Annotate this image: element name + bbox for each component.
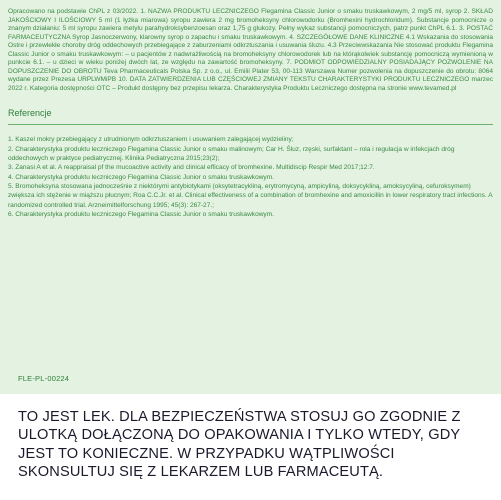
reference-item: 3. Zanasi A et al. A reappraisal pf the mucoactive activity and clinical efficacy of bromhexine. Multidiscip Respir Med 2017;12:7.: [8, 164, 375, 172]
reference-item: 4. Charakterystyka produktu leczniczego Flegamina Classic Junior o smaku truskawkowym.: [8, 173, 274, 181]
reference-item: 1. Kaszel mokry przebiegający z utrudnionym odkrztuszaniem i usuwaniem zalegającej wydzieliny;: [8, 136, 294, 144]
reference-item: 6. Charakterystyka produktu leczniczego Flegamina Classic Junior o smaku truskawkowym.: [8, 210, 274, 218]
document-code: FLE-PL-00224: [18, 374, 70, 383]
reference-item: 2. Charakterystyka produktu leczniczego Flegamina Classic Junior o smaku malinowym; Car H. Śluz, rzęski, surfaktant – rola i regulacja w infekcjach dróg oddechowych w praktyce pediatrycznej. Klinika Pediatryczna 2015;23(2);: [8, 145, 455, 163]
medicine-warning: TO JEST LEK. DLA BEZPIECZEŃSTWA STOSUJ GO ZGODNIE Z ULOTKĄ DOŁĄCZONĄ DO OPAKOWANIA I TYLKO WTEDY, GDY JEST TO KONIECZNE. W PRZYPADKU WĄTPLIWOŚCI SKONSULTUJ SIĘ Z LEKARZEM LUB FARMACEUTĄ.: [18, 409, 461, 481]
reference-item: 5. Bromoheksyna stosowana jednocześnie z niektórymi antybiotykami (oksytetracykliną, erytromycyną, ampicyliną, doksycykliną, amoksycyliną, cefuroksymem) zwiększa ich stężenie w miąższu płucnym; Roa C.C.Jr. et al. Clinical effectiveness of a combination of bromhexine and amoxicillin in lower respiratory tract infections. A randomized controlled trial. Arzneimittelforschung 1995; 45(3): 267-27.;: [8, 182, 493, 209]
references-heading: Referencje: [8, 108, 52, 119]
references-list: [8, 135, 493, 219]
references-divider: [8, 124, 493, 125]
product-characteristics-text: Opracowano na podstawie ChPL z 03/2022. 1. NAZWA PRODUKTU LECZNICZEGO Flegamina Classic Junior o smaku truskawkowym, 2 mg/5 ml, syrop 2. SKŁAD JAKOŚCIOWY I ILOŚCIOWY 5 ml (1 łyżka miarowa) syropu zawiera 2 mg bromoheksyny chlorowodorku (Bromhexini hydrochloridum). Substancje pomocnicze o znanym działaniu: 5 ml syropu zawiera metylu parahydroksybenzoesan oraz 1,75 g glukozy. Pełny wykaz substancji pomocniczych, patrz punkt ChPL 6.1. 3. POSTAĆ FARMACEUTYCZNA Syrop Jasnoczerwony, klarowny syrop o zapachu i smaku truskawkowym. 4. SZCZEGÓŁOWE DANE KLINICZNE 4.1 Wskazania do stosowania Ostre i przewlekłe choroby dróg oddechowych przebiegające z zaburzeniami odkrztuszania i usuwania śluzu. 4.3 Przeciwwskazania Nie stosować produktu Flegamina Classic Junior o smaku truskawkowym: – u pacjentów z nadwrażliwością na bromoheksyny chlorowodorek lub na którąkolwiek substancję pomocniczą wymienioną w punkcie 6.1. – u dzieci w wieku poniżej dwóch lat, ze względu na zawartość bromoheksyny. 7. PODMIOT ODPOWIEDZIALNY POSIADAJĄCY POZWOLENIE NA DOPUSZCZENIE DO OBROTU Teva Pharmaceuticals Polska Sp. z o.o., ul. Emilii Plater 53, 00-113 Warszawa Numer pozwolenia na dopuszczenie do obrotu: 8064 wydane przez Prezesa URPLWMiPB 10. DATA ZATWIERDZENIA LUB CZĘŚCIOWEJ ZMIANY TEKSTU CHARAKTERYSTYKI PRODUKTU LECZNICZEGO marzec 2022 r. Kategoria dostępności OTC – Produkt dostępny bez przepisu lekarza. Charakterystyka Produktu Leczniczego dostępna na stronie www.tevamed.pl: [8, 8, 493, 92]
